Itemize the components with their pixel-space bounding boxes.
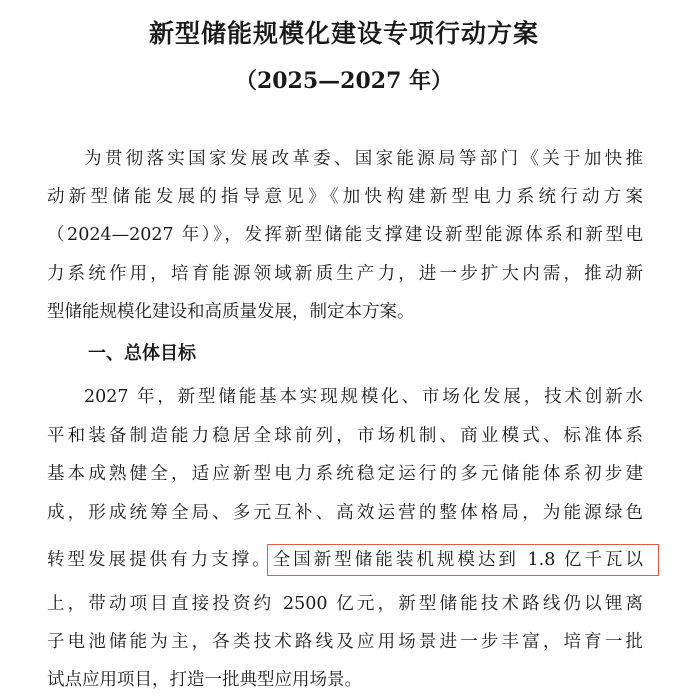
goal-line-8: 试点应用项目，打造一批典型应用场景。 xyxy=(47,670,362,690)
intro-line-4: 力系统作用，培育能源领域新质生产力，进一步扩大内需，推动新 xyxy=(47,264,643,284)
goal-line-3: 基本成熟健全，适应新型电力系统稳定运行的多元储能体系初步建 xyxy=(47,464,643,484)
goal-line-6: 上，带动项目直接投资约 2500 亿元，新型储能技术路线仍以锂离 xyxy=(47,594,643,614)
highlight-box xyxy=(267,544,659,576)
goal-line-7: 子电池储能为主，各类技术路线及应用场景进一步丰富，培育一批 xyxy=(47,632,643,652)
intro-line-2: 动新型储能发展的指导意见》《加快构建新型电力系统行动方案 xyxy=(47,187,643,207)
intro-line-3: （2024—2027 年）》，发挥新型储能支撑建设新型能源体系和新型电 xyxy=(47,225,643,245)
goal-line-2: 平和装备制造能力稳居全球前列，市场机制、商业模式、标准体系 xyxy=(47,426,643,446)
goal-line-5: 转型发展提供有力支撑。全国新型储能装机规模达到 1.8 亿千瓦以 xyxy=(47,550,643,570)
intro-line-1: 为贯彻落实国家发展改革委、国家能源局等部门《关于加快推 xyxy=(84,149,643,169)
section-heading-overall-goal: 一、总体目标 xyxy=(88,343,196,364)
document-title: 新型储能规模化建设专项行动方案 xyxy=(148,19,539,48)
goal-line-4: 成，形成统筹全局、多元互补、高效运营的整体格局，为能源绿色 xyxy=(47,503,643,523)
goal-line-1: 2027 年，新型储能基本实现规模化、市场化发展，技术创新水 xyxy=(84,387,643,407)
intro-line-5: 型储能规模化建设和高质量发展，制定本方案。 xyxy=(47,302,415,322)
document-subtitle: （2025—2027 年） xyxy=(234,68,454,94)
